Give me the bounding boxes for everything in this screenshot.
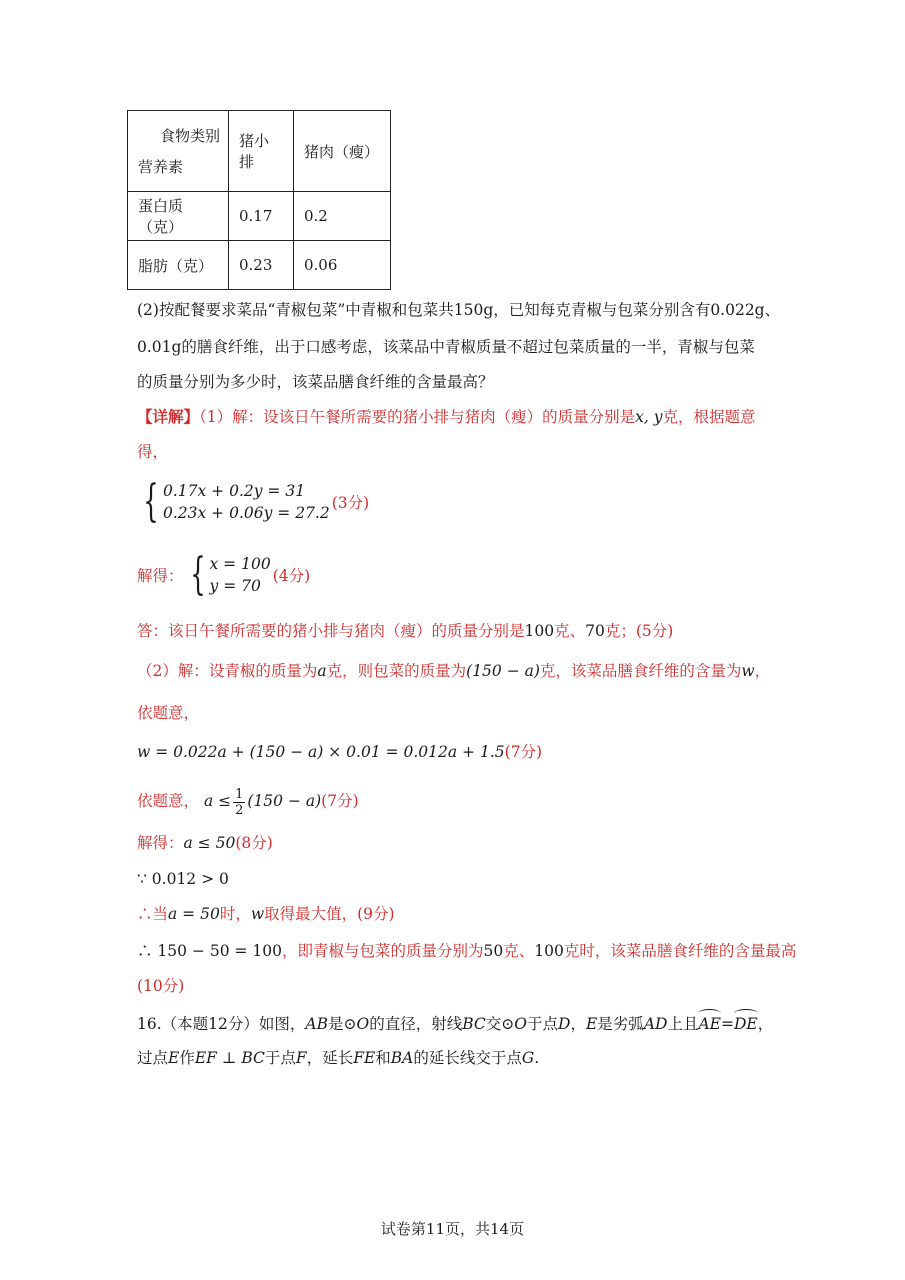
q16-text: ， — [757, 1015, 774, 1033]
part2-expr: (150 − a) — [466, 662, 540, 680]
fraction-one-half — [233, 787, 245, 818]
equation-system-1 — [137, 476, 370, 527]
q16-text: 的延长线交于点 — [413, 1049, 522, 1067]
inequality-label: 依题意， — [137, 792, 200, 810]
part1-text-b: 克，根据题意 — [662, 408, 756, 426]
inequality-rhs: (150 − a) — [247, 792, 322, 810]
part2-text-c: 克，该菜品膳食纤维的含量为 — [539, 662, 742, 680]
q16-text: ， — [570, 1015, 586, 1033]
table-row — [128, 192, 391, 241]
q16-G: G — [521, 1049, 535, 1067]
part2-var-w: w — [741, 662, 755, 680]
q16-text: 过点 — [137, 1049, 169, 1067]
therefore1-text-b: 时， — [219, 905, 251, 923]
therefore2-text-c: 克时，该菜品膳食纤维的含量最高 — [563, 942, 797, 960]
q16-E: E — [585, 1015, 598, 1033]
q16-text: 交 — [485, 1015, 502, 1033]
because-line: ∵ 0.012 > 0 — [137, 870, 229, 888]
question-2-line-2: 0.01g的膳食纤维，出于口感考虑，该菜品中青椒质量不超过包菜质量的一半，青椒与包菜 — [137, 338, 755, 356]
brace-glyph: { — [189, 549, 206, 600]
header-food-category: 食物类别 — [159, 127, 220, 145]
therefore-1-line — [137, 903, 395, 925]
q16-text: 和 — [375, 1049, 391, 1067]
q16-text: 是劣弧 — [597, 1015, 644, 1033]
inequality-line — [137, 784, 359, 818]
answer1-text-b: 克、 — [554, 622, 586, 640]
row-label: 脂肪（克） — [128, 241, 229, 290]
solution-tag: 【详解】 — [137, 407, 200, 426]
answer1-value-1: 100 — [524, 622, 555, 640]
part2-text-b: 克，则包菜的质量为 — [326, 662, 467, 680]
w-equation-line — [137, 741, 542, 763]
table-header-diagonal-cell — [128, 111, 229, 192]
fraction-numerator: 1 — [235, 786, 244, 802]
solved2-value: a ≤ 50 — [183, 834, 236, 852]
equation-2: 0.23x + 0.06y = 27.2 — [163, 504, 330, 522]
part2-text-a: （2）解：设青椒的质量为 — [137, 662, 318, 680]
q16-E: E — [168, 1049, 180, 1067]
q16-text: 于点 — [264, 1049, 296, 1067]
solved-2-line — [137, 832, 273, 854]
question-2-line-3: 的质量分别为多少时，该菜品膳食纤维的含量最高？ — [137, 373, 494, 391]
question-16-line-2 — [137, 1047, 539, 1069]
w-equation: w = 0.022a + (150 − a) × 0.01 = 0.012a + 1.5 — [137, 743, 505, 761]
q16-BC: BC — [462, 1015, 486, 1033]
solution-y: y = 70 — [209, 577, 261, 595]
q16-points: （本题12分） — [161, 1015, 259, 1033]
therefore2-text-a: ，即青椒与包菜的质量分别为 — [282, 942, 484, 960]
solution-part1-intro — [137, 406, 756, 428]
row-label: 蛋白质（克） — [128, 192, 229, 241]
q16-FE: FE — [353, 1049, 376, 1067]
cell-value: 0.06 — [294, 241, 391, 290]
q16-circle-O: ⊙O — [343, 1015, 370, 1033]
solution-x: x = 100 — [209, 555, 271, 573]
q16-AD: AD — [643, 1015, 668, 1033]
score-7b: (7分) — [321, 792, 359, 810]
q16-text: 如图， — [258, 1015, 306, 1033]
q16-number: 16. — [137, 1015, 162, 1033]
header-nutrient: 营养素 — [138, 158, 184, 176]
inequality-lhs: a ≤ — [203, 792, 232, 810]
part2-var-a: a — [317, 662, 327, 680]
q16-text: 于点 — [527, 1015, 559, 1033]
solution-part2-intro — [137, 660, 770, 682]
score-3: (3分) — [331, 494, 370, 512]
brace-glyph: { — [143, 476, 159, 527]
therefore-2-line — [137, 940, 796, 962]
part1-text-c: 得， — [137, 443, 169, 461]
score-7a: (7分) — [504, 743, 543, 761]
q16-arc-AE: AE — [698, 1015, 721, 1033]
part2-text-d: ， — [754, 662, 771, 680]
solution-system-1 — [137, 549, 311, 600]
answer-1 — [137, 620, 673, 642]
equation-1: 0.17x + 0.2y = 31 — [163, 482, 306, 500]
part1-text-a: （1）解：设该日午餐所需要的猪小排与猪肉（瘦）的质量分别是 — [199, 408, 636, 426]
q16-text: ，延长 — [306, 1049, 354, 1067]
q16-circle-O: ⊙O — [501, 1015, 527, 1033]
col-header-pork-ribs: 猪小排 — [229, 111, 294, 192]
answer1-value-2: 70 — [585, 622, 605, 640]
q16-text: . — [534, 1049, 540, 1067]
col-header-lean-pork: 猪肉（瘦） — [294, 111, 391, 192]
table-row — [128, 241, 391, 290]
q16-arc-DE: DE — [733, 1015, 758, 1033]
question-16-line-1 — [137, 1013, 773, 1035]
q16-BA: BA — [390, 1049, 414, 1067]
score-10: (10分) — [137, 977, 185, 995]
q16-text: 上且 — [667, 1015, 699, 1033]
part1-vars: x, y — [635, 408, 663, 426]
q16-EF-perp-BC: EF ⊥ BC — [194, 1049, 265, 1067]
therefore1-w: w — [250, 905, 265, 923]
q16-text: 作 — [179, 1049, 195, 1067]
answer1-text-c: 克；(5分) — [604, 622, 674, 640]
q16-text: 是 — [328, 1015, 344, 1033]
question-2-line-1: (2)按配餐要求菜品“青椒包菜”中青椒和包菜共150g，已知每克青椒与包菜分别含有0.022g、 — [137, 301, 781, 319]
therefore2-text-b: 克、 — [503, 942, 535, 960]
part2-text-e: 依题意， — [137, 704, 200, 722]
therefore1-text-a: ∴当 — [137, 905, 169, 923]
solved2-label: 解得： — [137, 834, 184, 852]
nutrition-table — [127, 110, 391, 290]
fraction-denominator: 2 — [235, 802, 244, 818]
therefore2-expr: ∴ 150 − 50 = 100 — [137, 942, 283, 960]
therefore1-expr: a = 50 — [168, 905, 220, 923]
q16-F: F — [295, 1049, 307, 1067]
answer1-text-a: 答：该日午餐所需要的猪小排与猪肉（瘦）的质量分别是 — [137, 622, 525, 640]
cell-value: 0.23 — [229, 241, 294, 290]
score-8: (8分) — [235, 834, 273, 852]
score-4: (4分) — [272, 567, 311, 585]
therefore1-text-c: 取得最大值，(9分) — [264, 905, 395, 923]
q16-D: D — [558, 1015, 571, 1033]
cell-value: 0.17 — [229, 192, 294, 241]
q16-text: 的直径，射线 — [369, 1015, 463, 1033]
therefore2-value-2: 100 — [534, 942, 564, 960]
solved-label: 解得： — [137, 567, 184, 585]
therefore2-value-1: 50 — [483, 942, 504, 960]
cell-value: 0.2 — [294, 192, 391, 241]
page-footer: 试卷第11页，共14页 — [380, 1220, 525, 1238]
q16-equals: = — [720, 1015, 734, 1033]
q16-AB: AB — [305, 1015, 328, 1033]
